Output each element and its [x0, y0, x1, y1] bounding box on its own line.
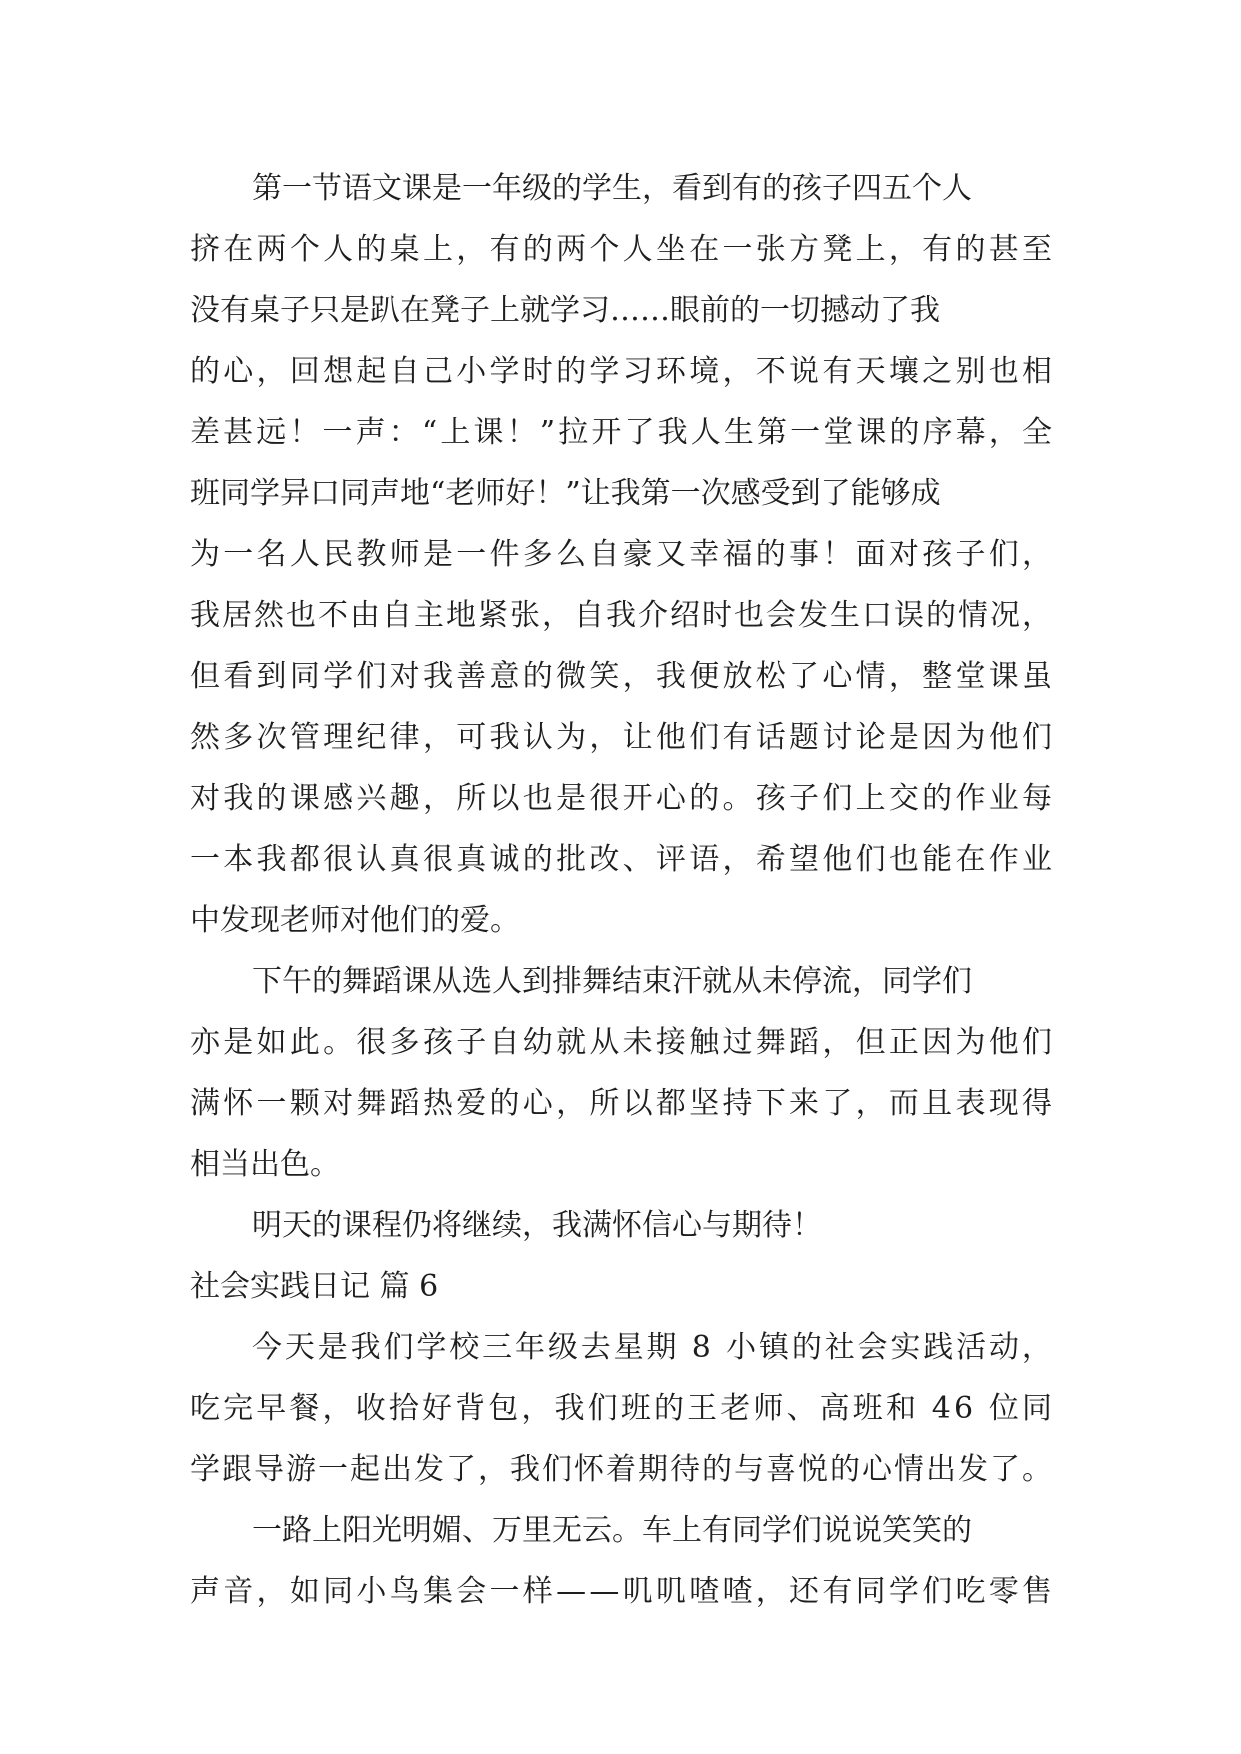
text-line: 但看到同学们对我善意的微笑，我便放松了心情，整堂课虽 [190, 659, 1056, 694]
text-line: 声音，如同小鸟集会一样——叽叽喳喳，还有同学们吃零售 [190, 1574, 1056, 1609]
text-line: 吃完早餐，收拾好背包，我们班的王老师、高班和 46 位同 [190, 1391, 1056, 1426]
text-line: 对我的课感兴趣，所以也是很开心的。孩子们上交的作业每 [190, 781, 1056, 816]
text-line: 挤在两个人的桌上，有的两个人坐在一张方凳上，有的甚至 [190, 232, 1056, 267]
text-line: 为一名人民教师是一件多么自豪又幸福的事！面对孩子们， [190, 537, 1056, 572]
text-line: 没有桌子只是趴在凳子上就学习……眼前的一切撼动了我 [190, 293, 940, 328]
text-line: 学跟导游一起出发了，我们怀着期待的与喜悦的心情出发了。 [190, 1452, 1054, 1487]
text-line: 下午的舞蹈课从选人到排舞结束汗就从未停流，同学们 [252, 964, 972, 999]
text-line: 亦是如此。很多孩子自幼就从未接触过舞蹈，但正因为他们 [190, 1025, 1056, 1060]
text-line: 第一节语文课是一年级的学生，看到有的孩子四五个人 [252, 171, 972, 206]
text-line: 一本我都很认真很真诚的批改、评语，希望他们也能在作业 [190, 842, 1056, 877]
text-line: 我居然也不由自主地紧张，自我介绍时也会发生口误的情况， [190, 598, 1054, 633]
text-line: 明天的课程仍将继续，我满怀信心与期待！ [252, 1208, 822, 1243]
text-line: 的心，回想起自己小学时的学习环境，不说有天壤之别也相 [190, 354, 1056, 389]
text-line: 然多次管理纪律，可我认为，让他们有话题讨论是因为他们 [190, 720, 1056, 755]
text-line: 差甚远！一声：“上课！”拉开了我人生第一堂课的序幕，全 [190, 415, 1056, 450]
text-line: 一路上阳光明媚、万里无云。车上有同学们说说笑笑的 [252, 1513, 972, 1548]
section-heading: 社会实践日记 篇 6 [190, 1269, 439, 1304]
text-line: 相当出色。 [190, 1147, 340, 1182]
document-body [190, 158, 1056, 1622]
text-line: 今天是我们学校三年级去星期 8 小镇的社会实践活动， [252, 1330, 1055, 1365]
text-line: 中发现老师对他们的爱。 [190, 903, 520, 938]
text-line: 满怀一颗对舞蹈热爱的心，所以都坚持下来了，而且表现得 [190, 1086, 1056, 1121]
text-line: 班同学异口同声地“老师好！”让我第一次感受到了能够成 [190, 476, 941, 511]
